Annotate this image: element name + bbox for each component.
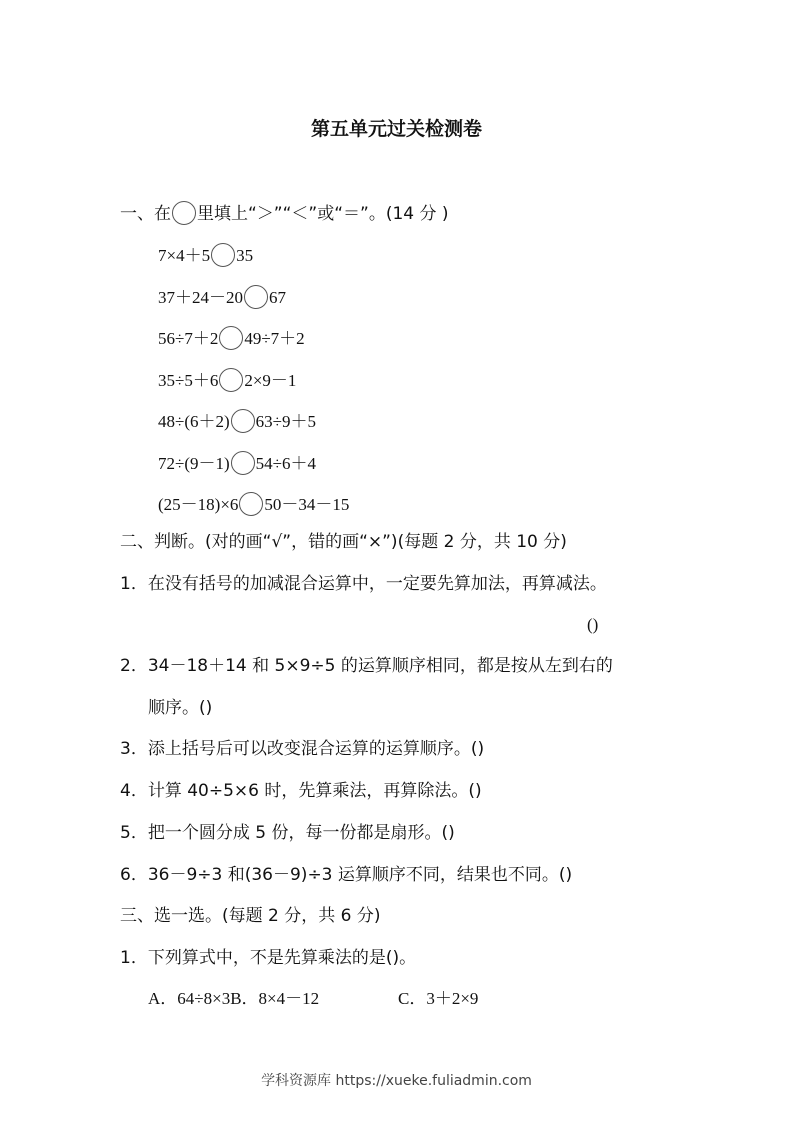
compare-item-4 bbox=[158, 368, 296, 392]
section1-heading-post: 里填上“＞”“＜”或“＝”。(14 分 ) bbox=[197, 204, 449, 224]
section3-heading: 三、选一选。(每题 2 分，共 6 分) bbox=[120, 906, 381, 926]
compare-right: 50－34－15 bbox=[264, 495, 350, 514]
answer-circle[interactable] bbox=[231, 451, 255, 475]
compare-right: 49÷7＋2 bbox=[244, 329, 305, 348]
choice-option-c: C．3＋2×9 bbox=[398, 989, 479, 1008]
footer-watermark: 学科资源库 https://xueke.fuliadmin.com bbox=[261, 1073, 532, 1089]
answer-circle[interactable] bbox=[219, 368, 243, 392]
answer-circle[interactable] bbox=[244, 285, 268, 309]
compare-left: 56÷7＋2 bbox=[158, 329, 219, 348]
judge-question-6: 6．36－9÷3 和(36－9)÷3 运算顺序不同，结果也不同。() bbox=[120, 865, 573, 885]
compare-left: 48÷(6＋2) bbox=[158, 412, 230, 431]
answer-circle-icon bbox=[172, 201, 196, 225]
judge-question-2: 2．34－18＋14 和 5×9÷5 的运算顺序相同，都是按从左到右的 bbox=[120, 656, 613, 676]
compare-item-1 bbox=[158, 243, 253, 267]
compare-right: 67 bbox=[269, 288, 286, 307]
answer-circle[interactable] bbox=[219, 326, 243, 350]
compare-right: 2×9－1 bbox=[244, 371, 297, 390]
compare-item-7 bbox=[158, 492, 349, 516]
compare-item-2 bbox=[158, 285, 286, 309]
judge-question-5: 5．把一个圆分成 5 份，每一份都是扇形。() bbox=[120, 823, 455, 843]
section1-heading bbox=[120, 201, 449, 225]
answer-circle[interactable] bbox=[211, 243, 235, 267]
judge-answer-paren-1[interactable]: () bbox=[587, 615, 599, 634]
compare-left: 7×4＋5 bbox=[158, 246, 211, 265]
choice-options-ab: A．64÷8×3B．8×4－12 bbox=[148, 989, 320, 1008]
choice-question-1: 1．下列算式中，不是先算乘法的是()。 bbox=[120, 948, 417, 968]
compare-left: (25－18)×6 bbox=[158, 495, 239, 514]
compare-item-5 bbox=[158, 409, 316, 433]
compare-left: 37＋24－20 bbox=[158, 288, 243, 307]
compare-left: 72÷(9－1) bbox=[158, 454, 230, 473]
compare-right: 35 bbox=[236, 246, 254, 265]
compare-item-6 bbox=[158, 451, 316, 475]
section2-heading: 二、判断。(对的画“√”，错的画“×”)(每题 2 分，共 10 分) bbox=[120, 532, 567, 552]
judge-question-3: 3．添上括号后可以改变混合运算的运算顺序。() bbox=[120, 739, 485, 759]
section1-heading-pre: 一、在 bbox=[120, 204, 171, 224]
judge-question-1: 1．在没有括号的加减混合运算中，一定要先算加法，再算减法。 bbox=[120, 574, 607, 594]
answer-circle[interactable] bbox=[239, 492, 263, 516]
compare-left: 35÷5＋6 bbox=[158, 371, 219, 390]
judge-question-4: 4．计算 40÷5×6 时，先算乘法，再算除法。() bbox=[120, 781, 482, 801]
compare-right: 54÷6＋4 bbox=[255, 454, 316, 473]
compare-item-3 bbox=[158, 326, 305, 350]
compare-right: 63÷9＋5 bbox=[255, 412, 316, 431]
answer-circle[interactable] bbox=[231, 409, 255, 433]
judge-question-2-cont: 顺序。() bbox=[148, 698, 213, 718]
page-title: 第五单元过关检测卷 bbox=[310, 118, 482, 140]
